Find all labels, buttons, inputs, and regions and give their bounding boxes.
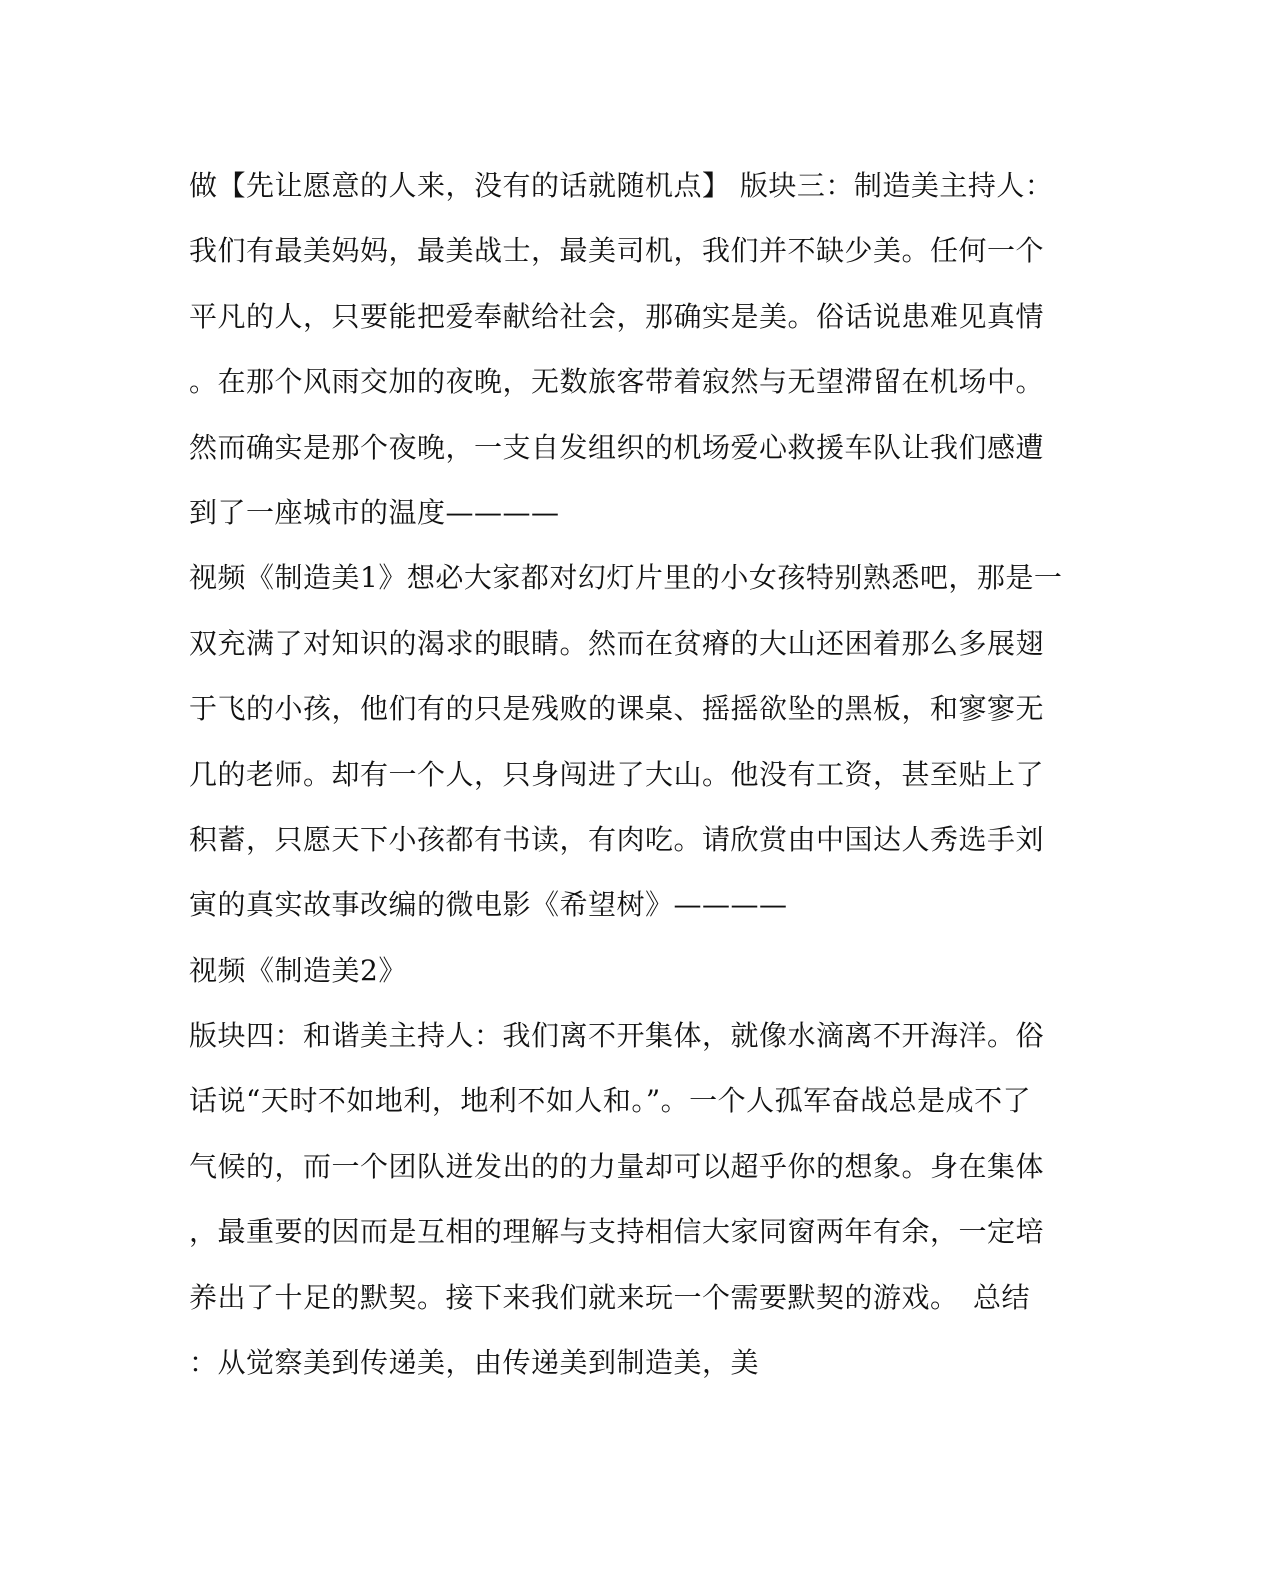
text-line: 双充满了对知识的渴求的眼睛。然而在贫瘠的大山还困着那么多展翅 bbox=[189, 626, 1045, 660]
text-line: 养出了十足的默契。接下来我们就来玩一个需要默契的游戏。 总结 bbox=[189, 1280, 1031, 1314]
text-line: ，最重要的因而是互相的理解与支持相信大家同窗两年有余，一定培 bbox=[189, 1215, 1045, 1249]
text-line: 版块四：和谐美主持人：我们离不开集体，就像水滴离不开海洋。俗 bbox=[189, 1019, 1045, 1053]
text-line: ：从觉察美到传递美，由传递美到制造美，美 bbox=[189, 1346, 760, 1380]
text-line: 话说“天时不如地利，地利不如人和。”。一个人孤军奋战总是成不了 bbox=[189, 1084, 1032, 1118]
text-line: 几的老师。却有一个人，只身闯进了大山。他没有工资，甚至贴上了 bbox=[189, 757, 1045, 791]
text-line: 做【先让愿意的人来，没有的话就随机点】 版块三：制造美主持人： bbox=[189, 169, 1054, 202]
text-line: 视频《制造美2》 bbox=[189, 953, 407, 987]
text-line: 到了一座城市的温度———— bbox=[189, 495, 560, 529]
text-line: 气候的，而一个团队迸发出的的力量却可以超乎你的想象。身在集体 bbox=[189, 1149, 1045, 1183]
text-line: 平凡的人，只要能把爱奉献给社会，那确实是美。俗话说患难见真情 bbox=[189, 299, 1045, 333]
text-line: 视频《制造美1》想必大家都对幻灯片里的小女孩特别熟悉吧，那是一 bbox=[189, 561, 1063, 595]
text-line: 于飞的小孩，他们有的只是残败的课桌、摇摇欲坠的黑板，和寥寥无 bbox=[189, 692, 1045, 726]
text-line: 我们有最美妈妈，最美战士，最美司机，我们并不缺少美。任何一个 bbox=[189, 234, 1045, 268]
text-line: 寅的真实故事改编的微电影《希望树》———— bbox=[189, 888, 788, 922]
text-line: 积蓄，只愿天下小孩都有书读，有肉吃。请欣赏由中国达人秀选手刘 bbox=[189, 822, 1045, 856]
text-line: 。在那个风雨交加的夜晚，无数旅客带着寂然与无望滞留在机场中。 bbox=[189, 365, 1045, 399]
text-line: 然而确实是那个夜晚，一支自发组织的机场爱心救援车队让我们感遭 bbox=[189, 430, 1045, 464]
body-text bbox=[189, 160, 1069, 1402]
